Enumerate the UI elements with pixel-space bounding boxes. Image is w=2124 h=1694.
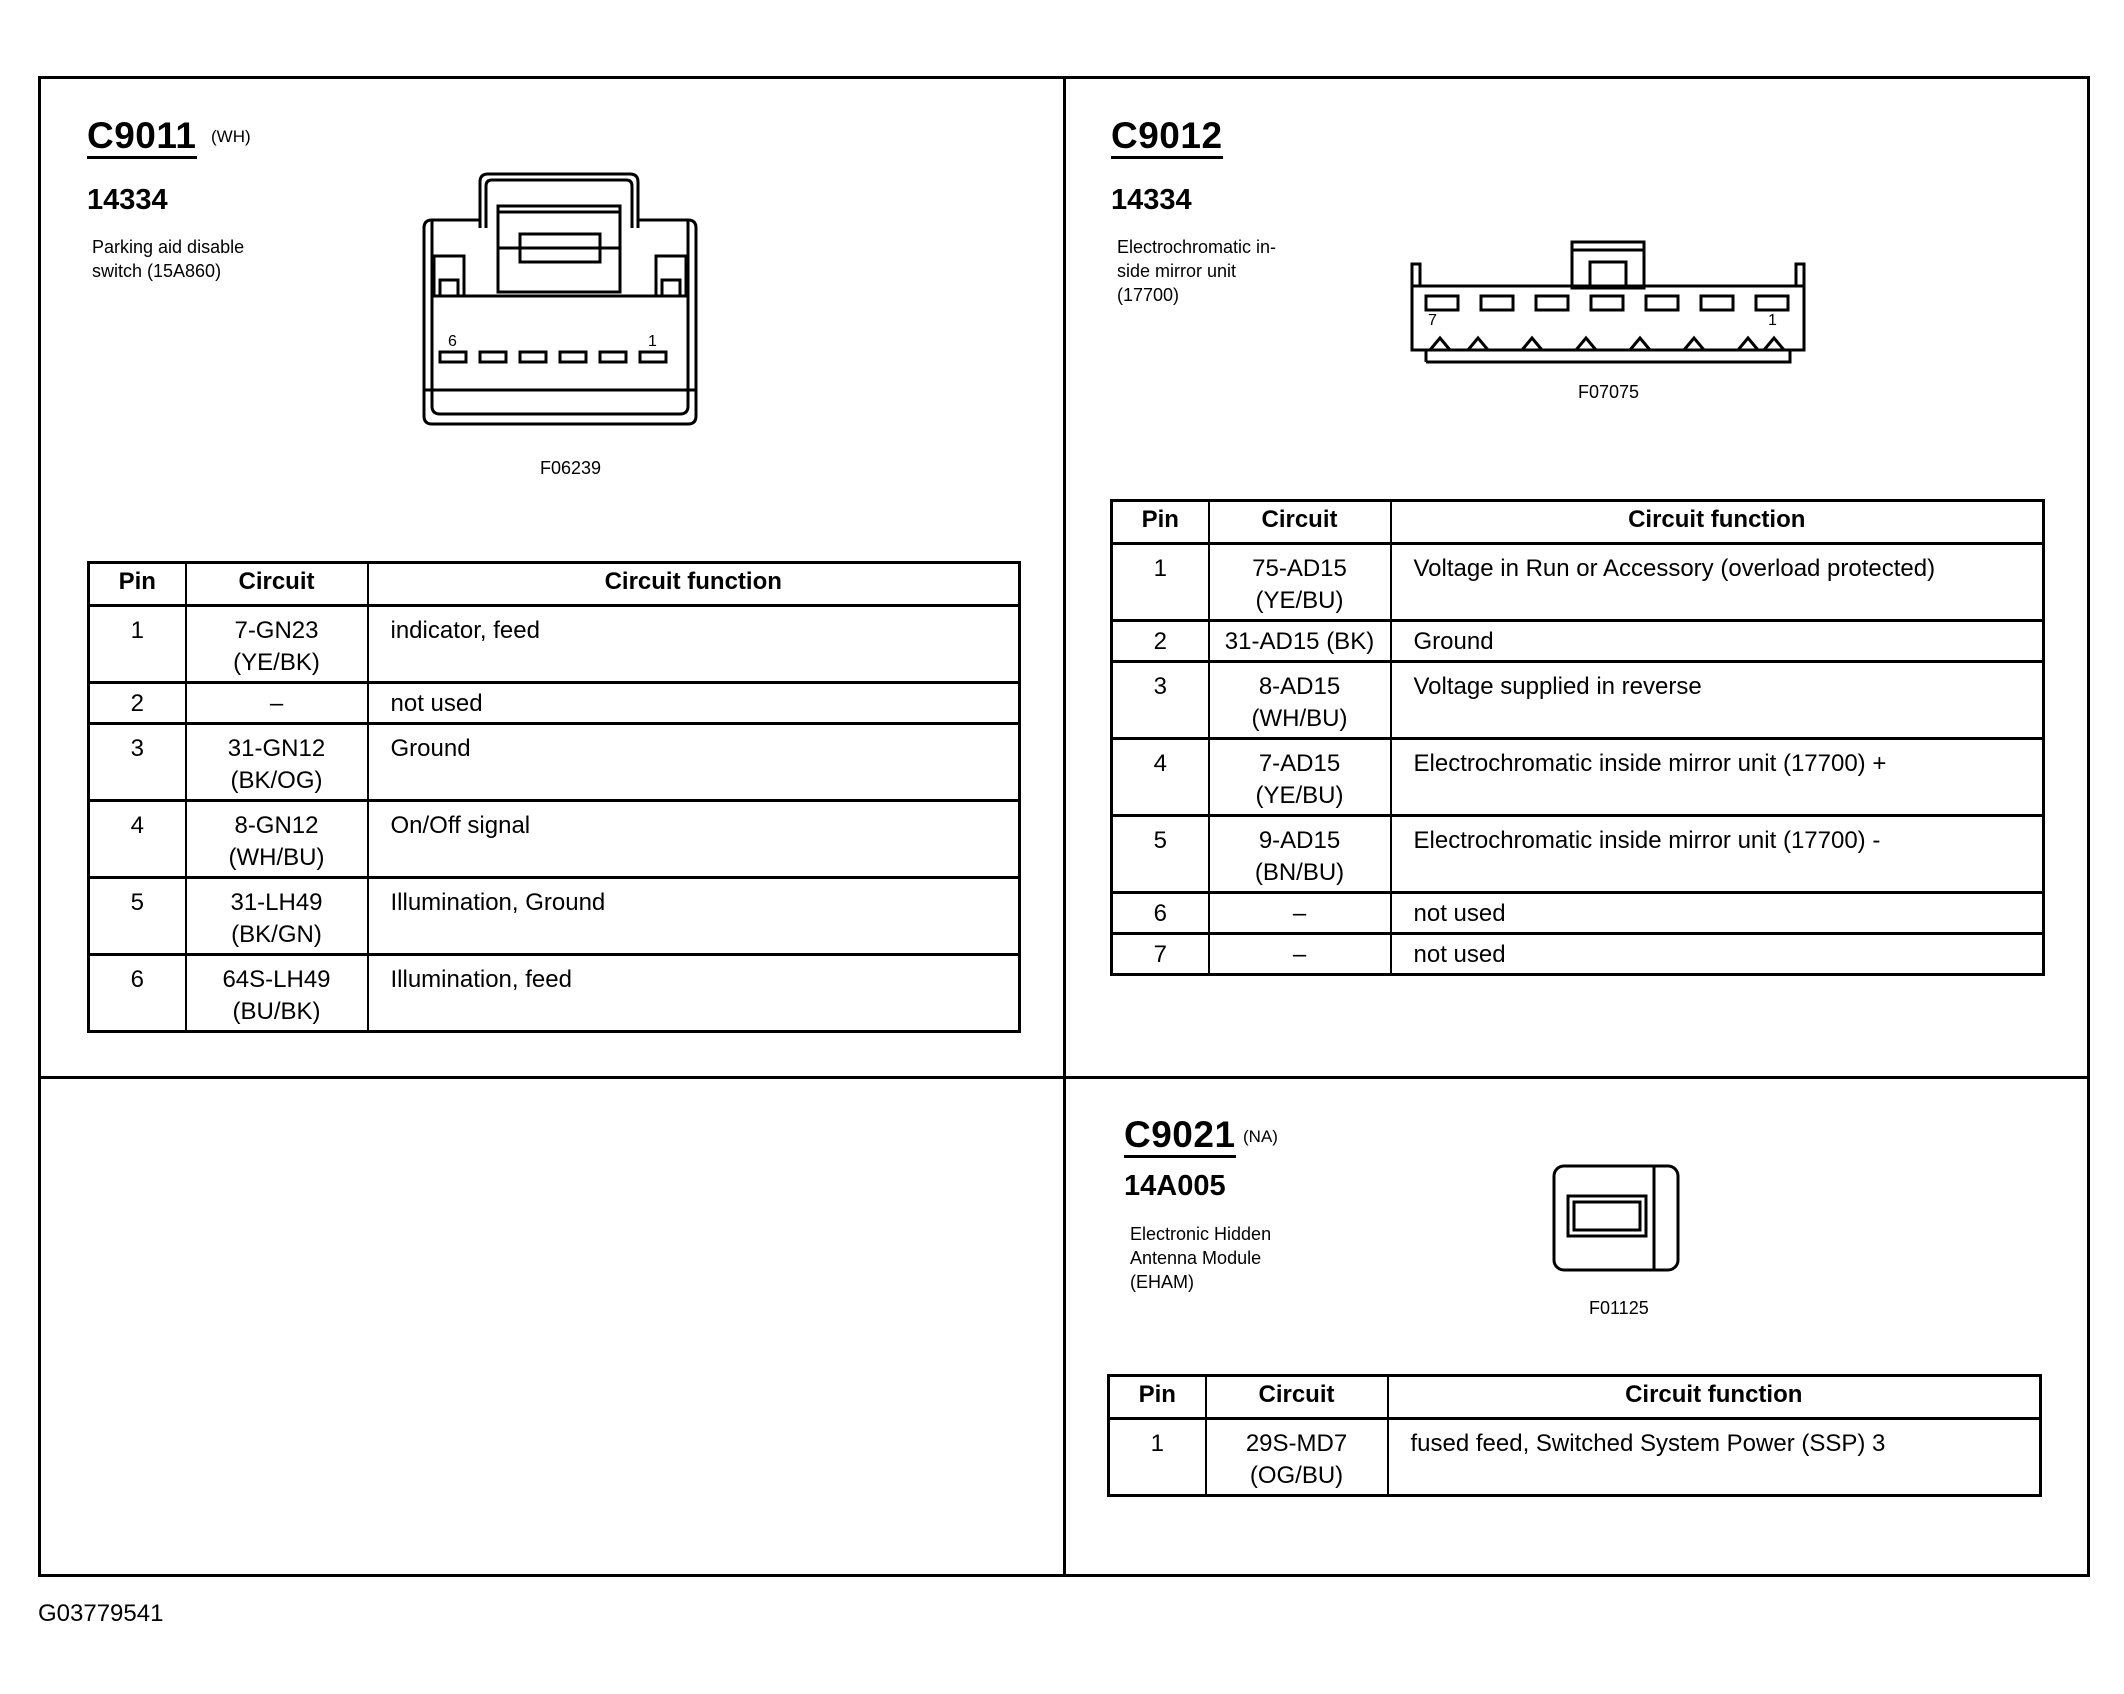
table-row (1112, 621, 2044, 662)
pin-table (1110, 499, 2045, 976)
table-row (1112, 816, 2044, 893)
pin-table (87, 561, 1021, 1033)
pin-cell: 4 (1112, 739, 1209, 816)
function-cell: Illumination, Ground (368, 878, 1020, 955)
function-cell: Electrochromatic inside mirror unit (17700) - (1391, 816, 2044, 893)
connector-description: Parking aid disable switch (15A860) (92, 237, 245, 281)
pin-cell: 5 (89, 878, 186, 955)
circuit-cell: – (1209, 934, 1391, 975)
part-number: 14334 (1111, 184, 1192, 216)
table-row (89, 724, 1020, 801)
pin-cell: 4 (89, 801, 186, 878)
part-number: 14334 (87, 184, 168, 216)
connector-id: C9021 (1124, 1116, 1236, 1158)
table-row (89, 955, 1020, 1032)
pin-label-right: 1 (648, 333, 657, 350)
circuit-cell: 31-GN12 (BK/OG) (186, 724, 368, 801)
table-row (89, 683, 1020, 724)
circuit-cell: 31-LH49 (BK/GN) (186, 878, 368, 955)
connector-id: C9012 (1111, 117, 1223, 159)
pin-cell: 5 (1112, 816, 1209, 893)
pin-label-left: 6 (448, 333, 457, 350)
table-row (1112, 739, 2044, 816)
table-row (89, 606, 1020, 683)
connector-description: Electronic Hidden Antenna Module (EHAM) (1130, 1224, 1272, 1292)
pin-cell: 6 (1112, 893, 1209, 934)
function-cell: Ground (368, 724, 1020, 801)
pin-label-right: 1 (1768, 312, 1777, 329)
pin-cell: 1 (89, 606, 186, 683)
function-cell: not used (1391, 893, 2044, 934)
function-cell: indicator, feed (368, 606, 1020, 683)
pin-cell: 7 (1112, 934, 1209, 975)
connector-color-code: (NA) (1243, 1127, 1278, 1146)
connector-id: C9011 (87, 117, 197, 159)
circuit-cell: 8-AD15 (WH/BU) (1209, 662, 1391, 739)
circuit-cell: 64S-LH49 (BU/BK) (186, 955, 368, 1032)
pin-cell: 2 (89, 683, 186, 724)
table-row (1112, 662, 2044, 739)
function-cell: fused feed, Switched System Power (SSP) 3 (1388, 1419, 2041, 1496)
pin-cell: 1 (1112, 544, 1209, 621)
connector-face-drawing (1408, 240, 1808, 370)
pin-cell: 6 (89, 955, 186, 1032)
col-header-function: Circuit function (368, 563, 1020, 606)
col-header-function: Circuit function (1388, 1376, 2041, 1419)
col-header-circuit: Circuit (186, 563, 368, 606)
table-row (1112, 934, 2044, 975)
function-cell: On/Off signal (368, 801, 1020, 878)
circuit-cell: – (186, 683, 368, 724)
pin-table (1107, 1374, 2042, 1497)
col-header-function: Circuit function (1391, 501, 2044, 544)
connector-face-drawing (1550, 1162, 1682, 1274)
table-row (1112, 544, 2044, 621)
circuit-cell: – (1209, 893, 1391, 934)
col-header-pin: Pin (89, 563, 186, 606)
connector-description: Electrochromatic in- side mirror unit (17700) (1117, 237, 1277, 305)
col-header-circuit: Circuit (1209, 501, 1391, 544)
circuit-cell: 75-AD15 (YE/BU) (1209, 544, 1391, 621)
figure-id: F01125 (1589, 1298, 1649, 1318)
circuit-cell: 31-AD15 (BK) (1209, 621, 1391, 662)
function-cell: Electrochromatic inside mirror unit (17700) + (1391, 739, 2044, 816)
function-cell: not used (368, 683, 1020, 724)
connector-face-drawing (420, 170, 700, 430)
table-row (1112, 893, 2044, 934)
function-cell: Voltage supplied in reverse (1391, 662, 2044, 739)
connector-color-code: (WH) (211, 127, 251, 146)
circuit-cell: 29S-MD7 (OG/BU) (1206, 1419, 1388, 1496)
function-cell: Illumination, feed (368, 955, 1020, 1032)
circuit-cell: 7-GN23 (YE/BK) (186, 606, 368, 683)
col-header-pin: Pin (1109, 1376, 1206, 1419)
table-row (1109, 1419, 2041, 1496)
table-row (89, 801, 1020, 878)
function-cell: Ground (1391, 621, 2044, 662)
col-header-circuit: Circuit (1206, 1376, 1388, 1419)
figure-id: F07075 (1578, 382, 1640, 402)
circuit-cell: 7-AD15 (YE/BU) (1209, 739, 1391, 816)
horizontal-divider (38, 1076, 2090, 1079)
pin-cell: 1 (1109, 1419, 1206, 1496)
figure-id: F06239 (540, 458, 602, 478)
figure-reference-code: G03779541 (38, 1600, 164, 1627)
pin-cell: 2 (1112, 621, 1209, 662)
table-row (89, 878, 1020, 955)
circuit-cell: 9-AD15 (BN/BU) (1209, 816, 1391, 893)
function-cell: Voltage in Run or Accessory (overload protected) (1391, 544, 2044, 621)
col-header-pin: Pin (1112, 501, 1209, 544)
pin-cell: 3 (1112, 662, 1209, 739)
pin-label-left: 7 (1428, 312, 1437, 329)
pin-cell: 3 (89, 724, 186, 801)
vertical-divider (1063, 76, 1066, 1577)
part-number: 14A005 (1124, 1170, 1226, 1202)
function-cell: not used (1391, 934, 2044, 975)
circuit-cell: 8-GN12 (WH/BU) (186, 801, 368, 878)
